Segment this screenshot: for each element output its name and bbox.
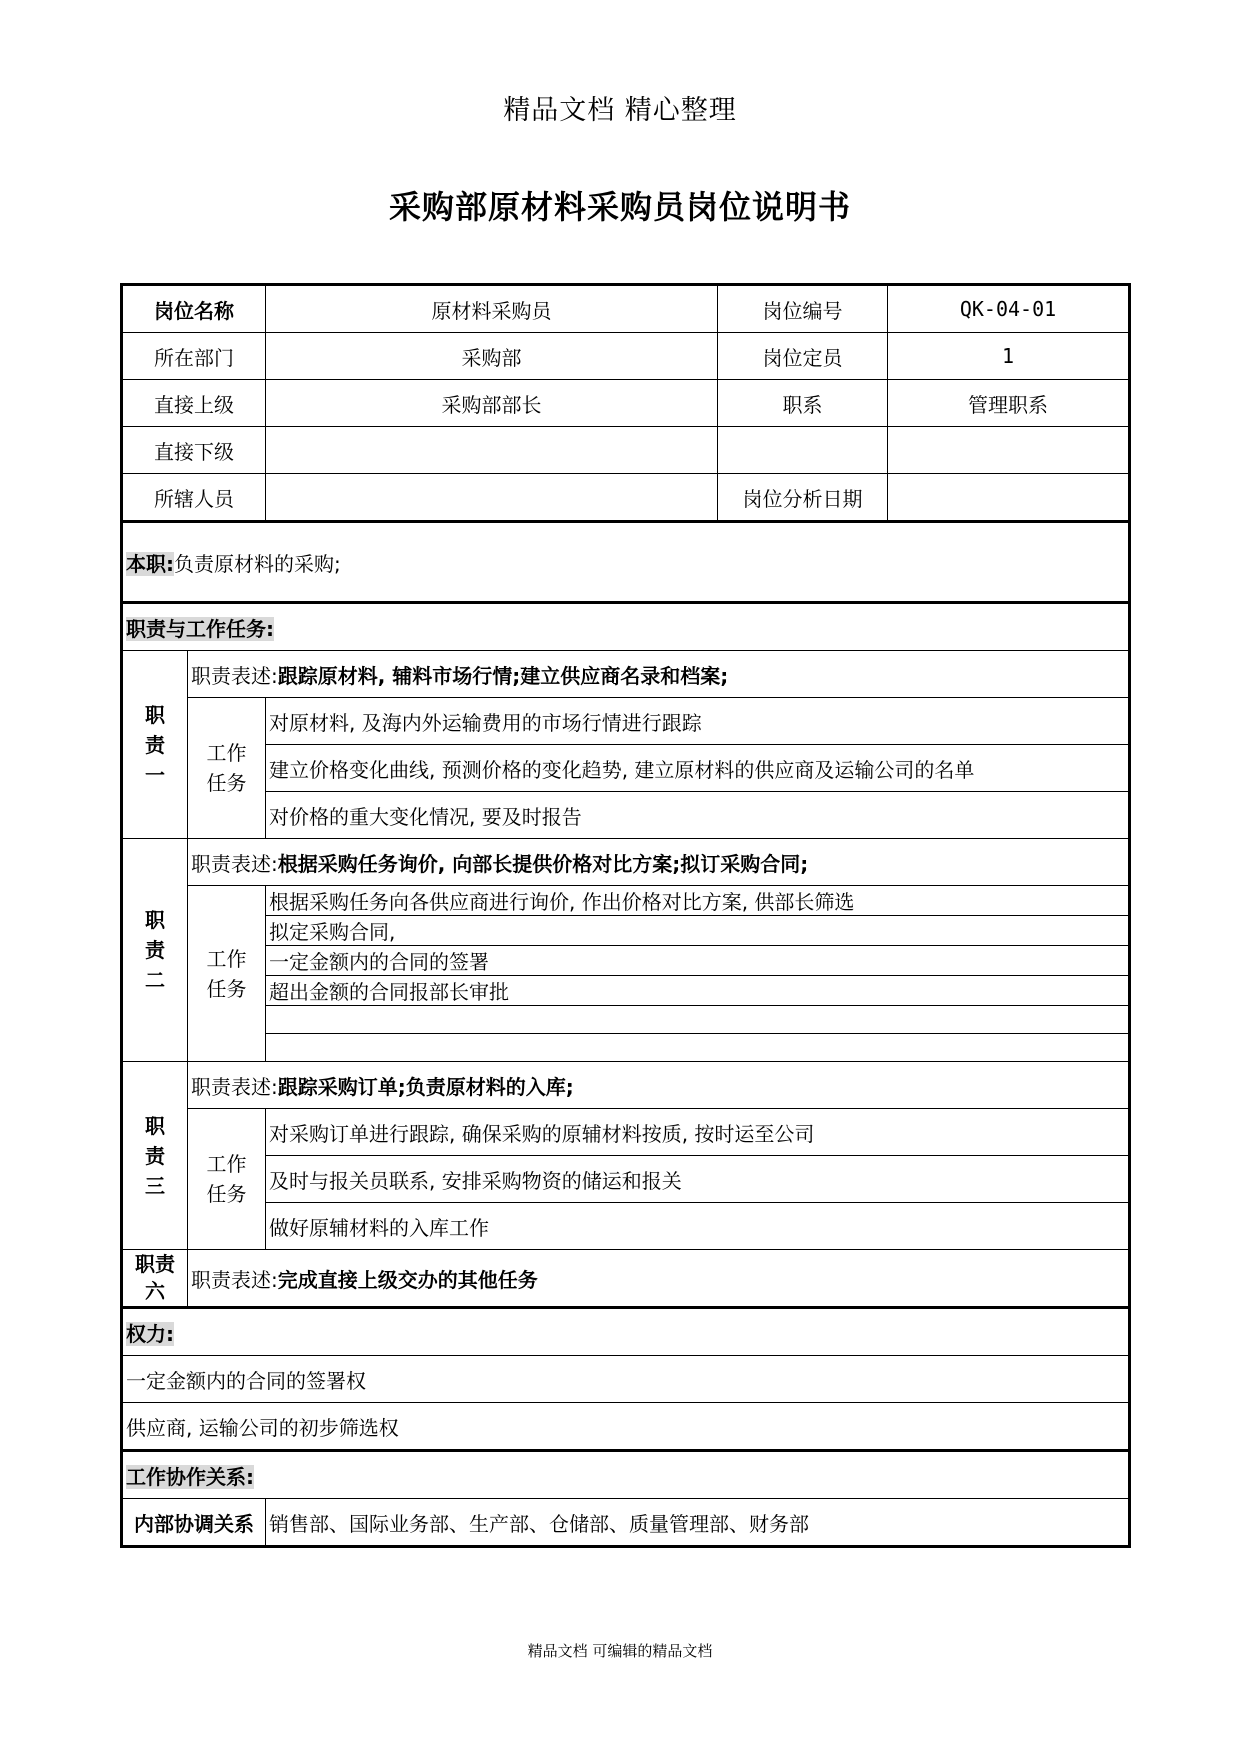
- internal-label: 内部协调关系: [122, 1499, 266, 1547]
- power-heading: 权力:: [122, 1308, 1130, 1356]
- info-value: 1: [888, 333, 1130, 380]
- task-row: [122, 916, 1130, 946]
- task-item: 对原材料, 及海内外运输费用的市场行情进行跟踪: [266, 698, 1130, 745]
- task-item: 一定金额内的合同的签署: [266, 946, 1130, 976]
- duty-desc: 职责表述:完成直接上级交办的其他任务: [188, 1250, 1130, 1308]
- info-label: 岗位编号: [718, 285, 888, 333]
- task-item: 根据采购任务向各供应商进行询价, 作出价格对比方案, 供部长筛选: [266, 886, 1130, 916]
- duties-heading-row: [122, 603, 1130, 651]
- task-row: [122, 1156, 1130, 1203]
- duty-desc: 职责表述:根据采购任务询价, 向部长提供价格对比方案;拟订采购合同;: [188, 839, 1130, 886]
- info-label: 岗位分析日期: [718, 474, 888, 522]
- duty-label: 职责一: [122, 651, 188, 839]
- benzhi-text: 负责原材料的采购;: [174, 551, 341, 576]
- task-row: [122, 1203, 1130, 1250]
- task-row: [122, 792, 1130, 839]
- info-value-empty: [888, 427, 1130, 474]
- info-row: [122, 333, 1130, 380]
- duty-label: 职责三: [122, 1062, 188, 1250]
- task-label: 工作任务: [188, 698, 266, 839]
- duty-label: 职责六: [122, 1250, 188, 1308]
- info-label: 岗位定员: [718, 333, 888, 380]
- info-label: 职系: [718, 380, 888, 427]
- task-row: [122, 745, 1130, 792]
- internal-value: 销售部、国际业务部、生产部、仓储部、质量管理部、财务部: [266, 1499, 1130, 1547]
- info-label: 岗位名称: [122, 285, 266, 333]
- info-row: [122, 427, 1130, 474]
- task-item: 做好原辅材料的入库工作: [266, 1203, 1130, 1250]
- duty-desc-row: [122, 1062, 1130, 1109]
- relations-heading-row: [122, 1451, 1130, 1499]
- task-row: [122, 946, 1130, 976]
- task-row: [122, 698, 1130, 745]
- duty-desc-row: [122, 651, 1130, 698]
- task-row: [122, 1109, 1130, 1156]
- task-label: 工作任务: [188, 886, 266, 1062]
- power-item: 一定金额内的合同的签署权: [122, 1356, 1130, 1403]
- info-row: [122, 474, 1130, 522]
- task-item: 拟定采购合同,: [266, 916, 1130, 946]
- power-item: 供应商, 运输公司的初步筛选权: [122, 1403, 1130, 1451]
- info-value-empty: [888, 474, 1130, 522]
- task-item: 对价格的重大变化情况, 要及时报告: [266, 792, 1130, 839]
- page-footer: 精品文档 可编辑的精品文档: [527, 1642, 713, 1660]
- task-row: [122, 886, 1130, 916]
- power-heading-row: [122, 1308, 1130, 1356]
- benzhi-label: 本职:: [126, 551, 174, 576]
- info-value-empty: [266, 427, 718, 474]
- info-label: 直接下级: [122, 427, 266, 474]
- page-header: 精品文档 精心整理: [503, 95, 737, 126]
- benzhi-row: [122, 522, 1130, 603]
- info-value-empty: [266, 474, 718, 522]
- duty-desc: 职责表述:跟踪采购订单;负责原材料的入库;: [188, 1062, 1130, 1109]
- info-value: 采购部: [266, 333, 718, 380]
- task-item: 对采购订单进行跟踪, 确保采购的原辅材料按质, 按时运至公司: [266, 1109, 1130, 1156]
- task-row-empty: [122, 1034, 1130, 1062]
- task-row-empty: [122, 1006, 1130, 1034]
- task-row: [122, 976, 1130, 1006]
- power-row: [122, 1356, 1130, 1403]
- info-value: 管理职系: [888, 380, 1130, 427]
- task-label: 工作任务: [188, 1109, 266, 1250]
- info-row: [122, 285, 1130, 333]
- task-item: 建立价格变化曲线, 预测价格的变化趋势, 建立原材料的供应商及运输公司的名单: [266, 745, 1130, 792]
- duty-desc-row: [122, 1250, 1130, 1308]
- task-item-empty: [266, 1006, 1130, 1034]
- info-row: [122, 380, 1130, 427]
- duty-desc: 职责表述:跟踪原材料, 辅料市场行情;建立供应商名录和档案;: [188, 651, 1130, 698]
- relations-heading: 工作协作关系:: [122, 1451, 1130, 1499]
- duty-label: 职责二: [122, 839, 188, 1062]
- benzhi-cell: [122, 522, 1130, 603]
- relations-row: [122, 1499, 1130, 1547]
- power-row: [122, 1403, 1130, 1451]
- duty-desc-row: [122, 839, 1130, 886]
- info-value: 原材料采购员: [266, 285, 718, 333]
- document-title: 采购部原材料采购员岗位说明书: [388, 188, 851, 226]
- info-value: 采购部部长: [266, 380, 718, 427]
- info-value-empty: [718, 427, 888, 474]
- duties-heading: 职责与工作任务:: [122, 603, 1130, 651]
- task-item-empty: [266, 1034, 1130, 1062]
- job-description-table: [120, 283, 1131, 1548]
- task-item: 及时与报关员联系, 安排采购物资的储运和报关: [266, 1156, 1130, 1203]
- info-label: 直接上级: [122, 380, 266, 427]
- info-label: 所辖人员: [122, 474, 266, 522]
- task-item: 超出金额的合同报部长审批: [266, 976, 1130, 1006]
- info-label: 所在部门: [122, 333, 266, 380]
- info-value: QK-04-01: [888, 285, 1130, 333]
